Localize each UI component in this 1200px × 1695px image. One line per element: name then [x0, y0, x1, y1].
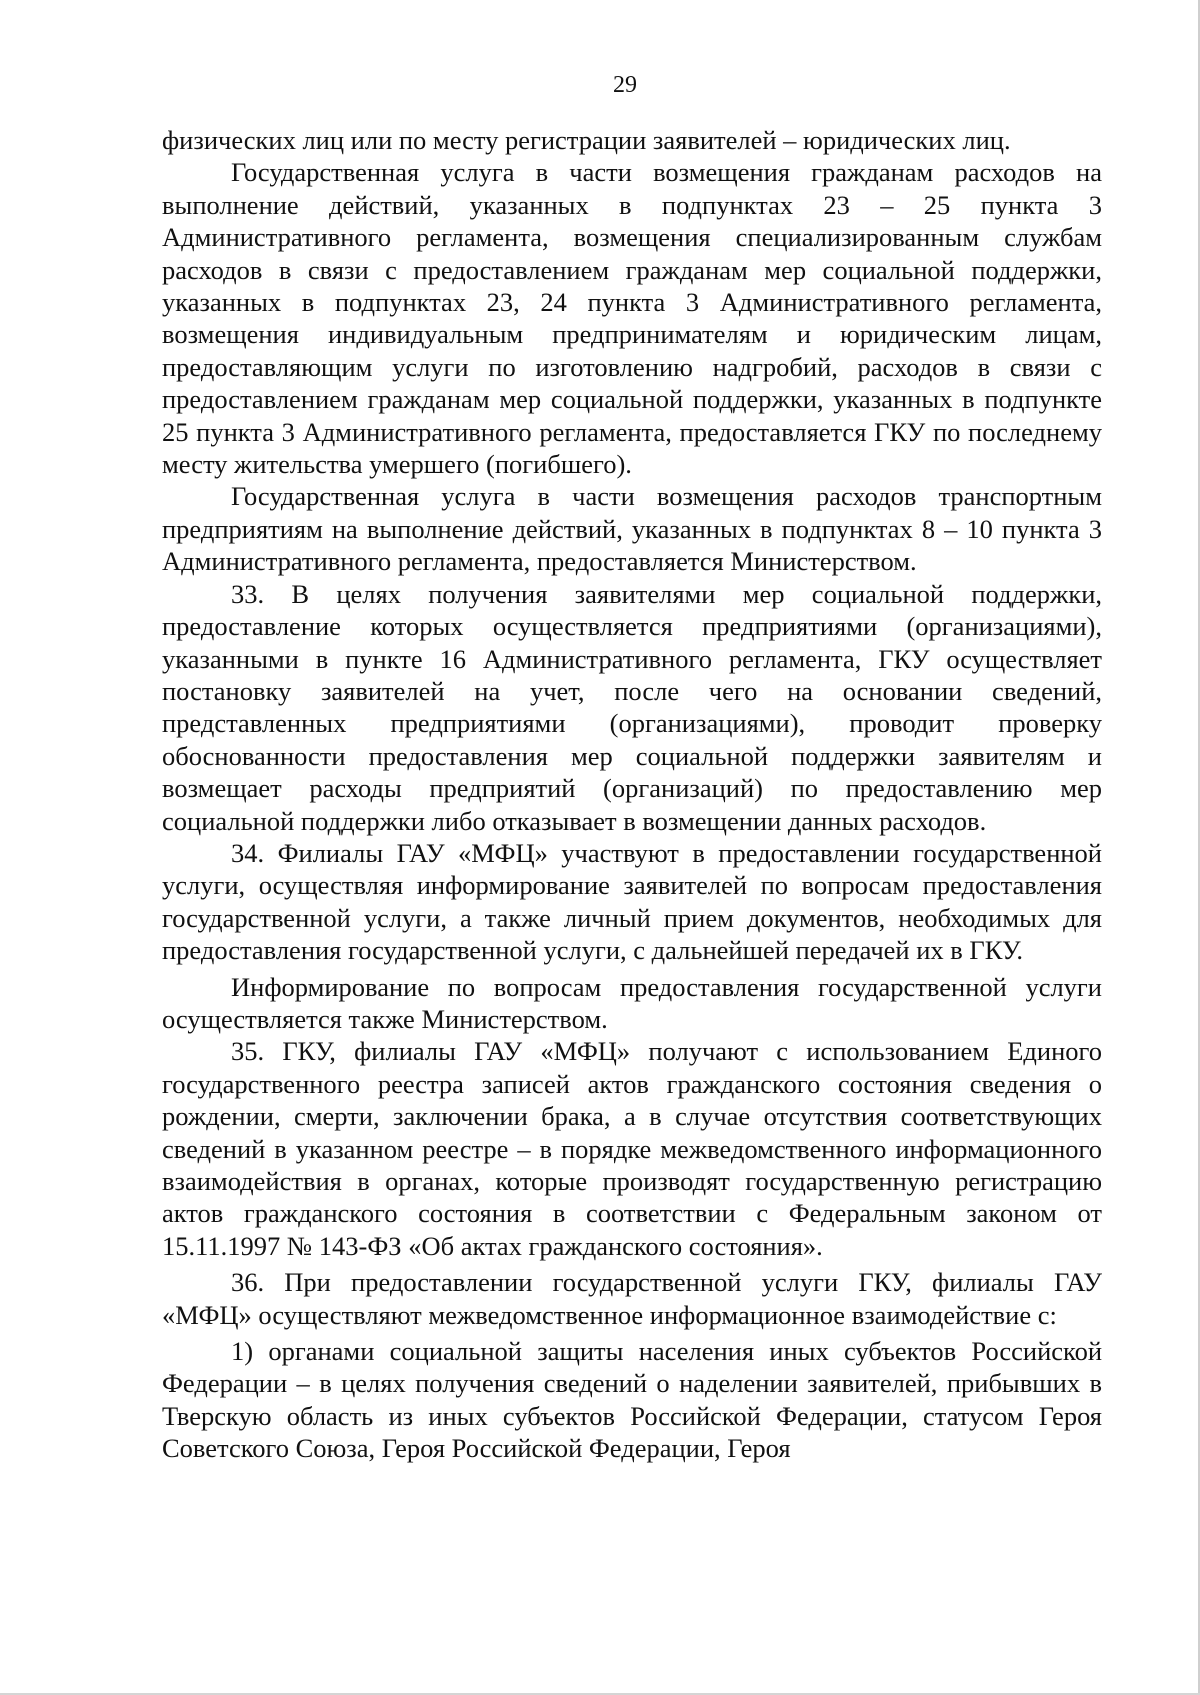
- paragraph-clause-33: 33. В целях получения заявителями мер социальной поддержки, предоставление которых осуществляется предприятиями (организациями), указанными в пункте 16 Административного регламента, ГКУ осуществляет постановку заявителей на учет, после чего на основании сведений, представленных предприятиями (организациями), проводит проверку обоснованности предоставления мер социальной поддержки заявителям и возмещает расходы предприятий (организаций) по предоставлению мер социальной поддержки либо отказывает в возмещении данных расходов.: [162, 578, 1102, 836]
- paragraph-clause-36-item-1: 1) органами социальной защиты населения иных субъектов Российской Федерации – в целях получения сведений о наделении заявителей, прибывших в Тверскую область из иных субъектов Российской Федерации, статусом Героя Советского Союза, Героя Российской Федерации, Героя: [162, 1336, 1102, 1464]
- paragraph-compensation-citizens: Государственная услуга в части возмещения гражданам расходов на выполнение действий, указанных в подпунктах 23 – 25 пункта 3 Административного регламента, возмещения специализированным службам расходов в связи с предоставлением гражданам мер социальной поддержки, указанных в подпунктах 23, 24 пункта 3 Административного регламента, возмещения индивидуальным предпринимателям и юридическим лицам, предоставляющим услуги по изготовлению надгробий, расходов в связи с предоставлением гражданам мер социальной поддержки, указанных в подпункте 25 пункта 3 Административного регламента, предоставляется ГКУ по последнему месту жительства умершего (погибшего).: [162, 157, 1102, 480]
- paragraph-compensation-transport: Государственная услуга в части возмещения расходов транспортным предприятиям на выполнение действий, указанных в подпунктах 8 – 10 пункта 3 Административного регламента, предоставляется Министерством.: [162, 481, 1102, 577]
- paragraph-continuation: физических лиц или по месту регистрации заявителей – юридических лиц.: [162, 125, 1011, 155]
- page-number: 29: [613, 72, 637, 98]
- document-body: [162, 124, 1102, 1465]
- paragraph-informing: Информирование по вопросам предоставления государственной услуги осуществляется также Министерством.: [162, 971, 1102, 1034]
- paragraph-clause-36: 36. При предоставлении государственной услуги ГКУ, филиалы ГАУ «МФЦ» осуществляют межведомственное информационное взаимодействие с:: [162, 1267, 1102, 1330]
- paragraph-clause-35: 35. ГКУ, филиалы ГАУ «МФЦ» получают с использованием Единого государственного реестра записей актов гражданского состояния сведения о рождении, смерти, заключении брака, а в случае отсутствия соответствующих сведений в указанном реестре – в порядке межведомственного информационного взаимодействия в органах, которые производят государственную регистрацию актов гражданского состояния в соответствии с Федеральным законом от 15.11.1997 № 143-ФЗ «Об актах гражданского состояния».: [162, 1036, 1102, 1261]
- paragraph-clause-34: 34. Филиалы ГАУ «МФЦ» участвуют в предоставлении государственной услуги, осуществляя информирование заявителей по вопросам предоставления государственной услуги, а также личный прием документов, необходимых для предоставления государственной услуги, с дальнейшей передачей их в ГКУ.: [162, 837, 1102, 966]
